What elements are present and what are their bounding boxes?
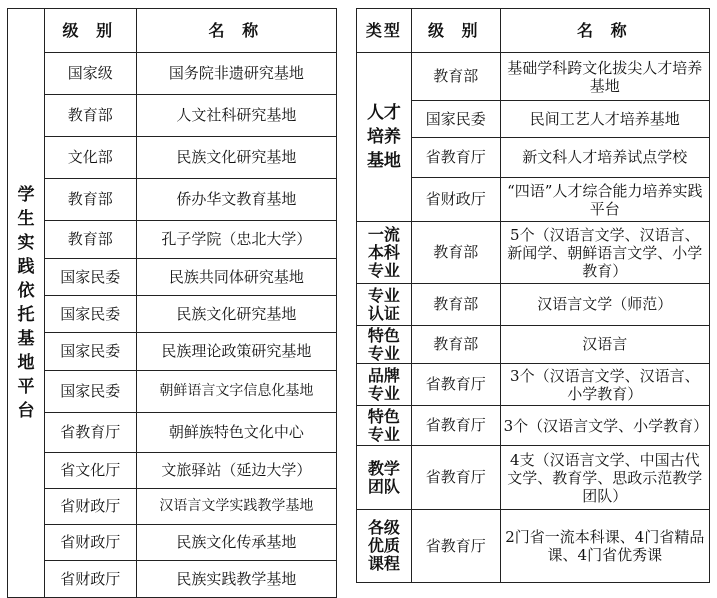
level-cell: 省教育厅 [411,446,500,510]
name-cell: 2门省一流本科课、4门省精品课、4门省优秀课 [500,510,709,583]
table-row [8,489,337,525]
level-cell: 教育部 [411,53,500,101]
table-row [8,53,337,95]
level-cell: 国家级 [44,53,136,95]
level-cell: 省财政厅 [411,178,500,222]
name-cell: 民间工艺人才培养基地 [500,101,709,138]
talent-program-table [356,8,710,583]
name-cell: 民族实践教学基地 [136,561,336,598]
name-cell: 民族文化研究基地 [136,296,336,333]
name-cell: 人文社科研究基地 [136,95,336,137]
name-cell: 朝鲜语言文字信息化基地 [136,371,336,413]
type-cell: 品牌专业 [357,364,412,406]
name-cell: 基础学科跨文化拔尖人才培养基地 [500,53,709,101]
name-cell: 文旅驿站（延边大学） [136,453,336,489]
level-cell: 省教育厅 [411,406,500,446]
platform-category-label: 学生实践依托基地平台 [8,9,45,598]
left-header-row [8,9,337,53]
level-cell: 省财政厅 [44,525,136,561]
type-cell: 人才培养基地 [357,53,412,222]
table-row [8,296,337,333]
table-row [357,406,710,446]
name-header: 名 称 [136,9,336,53]
type-cell: 特色专业 [357,406,412,446]
level-cell: 省教育厅 [411,138,500,178]
name-cell: 4支（汉语言文学、中国古代文学、教育学、思政示范教学团队） [500,446,709,510]
type-cell: 特色专业 [357,326,412,364]
level-cell: 省财政厅 [44,489,136,525]
table-row [8,179,337,221]
level-cell: 教育部 [411,284,500,326]
table-row [8,333,337,371]
level-cell: 教育部 [411,326,500,364]
name-cell: “四语”人才综合能力培养实践平台 [500,178,709,222]
name-cell: 孔子学院（忠北大学） [136,221,336,259]
level-cell: 教育部 [44,221,136,259]
right-header-row [357,9,710,53]
level-cell: 国家民委 [44,259,136,296]
base-platform-table [7,8,337,598]
name-cell: 汉语言文学实践教学基地 [136,489,336,525]
name-cell: 3个（汉语言文学、汉语言、小学教育） [500,364,709,406]
name-cell: 民族文化研究基地 [136,137,336,179]
table-row [8,525,337,561]
table-row [8,259,337,296]
table-row [357,364,710,406]
table-row [8,413,337,453]
table-row [8,95,337,137]
name-cell: 汉语言文学（师范） [500,284,709,326]
level-header: 级 别 [44,9,136,53]
table-row [357,222,710,284]
level-cell: 省财政厅 [44,561,136,598]
name-cell: 3个（汉语言文学、小学教育） [500,406,709,446]
level-header: 级 别 [411,9,500,53]
name-cell: 5个（汉语言文学、汉语言、新闻学、朝鲜语言文学、小学教育） [500,222,709,284]
table-row [357,326,710,364]
type-cell: 专业认证 [357,284,412,326]
table-row [357,53,710,101]
level-cell: 教育部 [411,222,500,284]
table-row [8,561,337,598]
name-cell: 新文科人才培养试点学校 [500,138,709,178]
level-cell: 教育部 [44,179,136,221]
table-row [357,284,710,326]
level-cell: 国家民委 [44,333,136,371]
level-cell: 省教育厅 [411,364,500,406]
name-cell: 民族文化传承基地 [136,525,336,561]
level-cell: 国家民委 [44,371,136,413]
name-cell: 国务院非遗研究基地 [136,53,336,95]
table-row [8,453,337,489]
level-cell: 国家民委 [44,296,136,333]
level-cell: 文化部 [44,137,136,179]
table-row [357,446,710,510]
name-cell: 汉语言 [500,326,709,364]
level-cell: 教育部 [44,95,136,137]
type-cell: 各级优质课程 [357,510,412,583]
name-header: 名 称 [500,9,709,53]
type-header: 类型 [357,9,412,53]
name-cell: 民族理论政策研究基地 [136,333,336,371]
type-cell: 教学团队 [357,446,412,510]
name-cell: 侨办华文教育基地 [136,179,336,221]
table-row [8,221,337,259]
table-row [8,371,337,413]
level-cell: 省教育厅 [44,413,136,453]
level-cell: 省文化厅 [44,453,136,489]
name-cell: 民族共同体研究基地 [136,259,336,296]
level-cell: 省教育厅 [411,510,500,583]
table-row [357,510,710,583]
name-cell: 朝鲜族特色文化中心 [136,413,336,453]
table-row [8,137,337,179]
table-gap [337,8,356,590]
type-cell: 一流本科专业 [357,222,412,284]
level-cell: 国家民委 [411,101,500,138]
